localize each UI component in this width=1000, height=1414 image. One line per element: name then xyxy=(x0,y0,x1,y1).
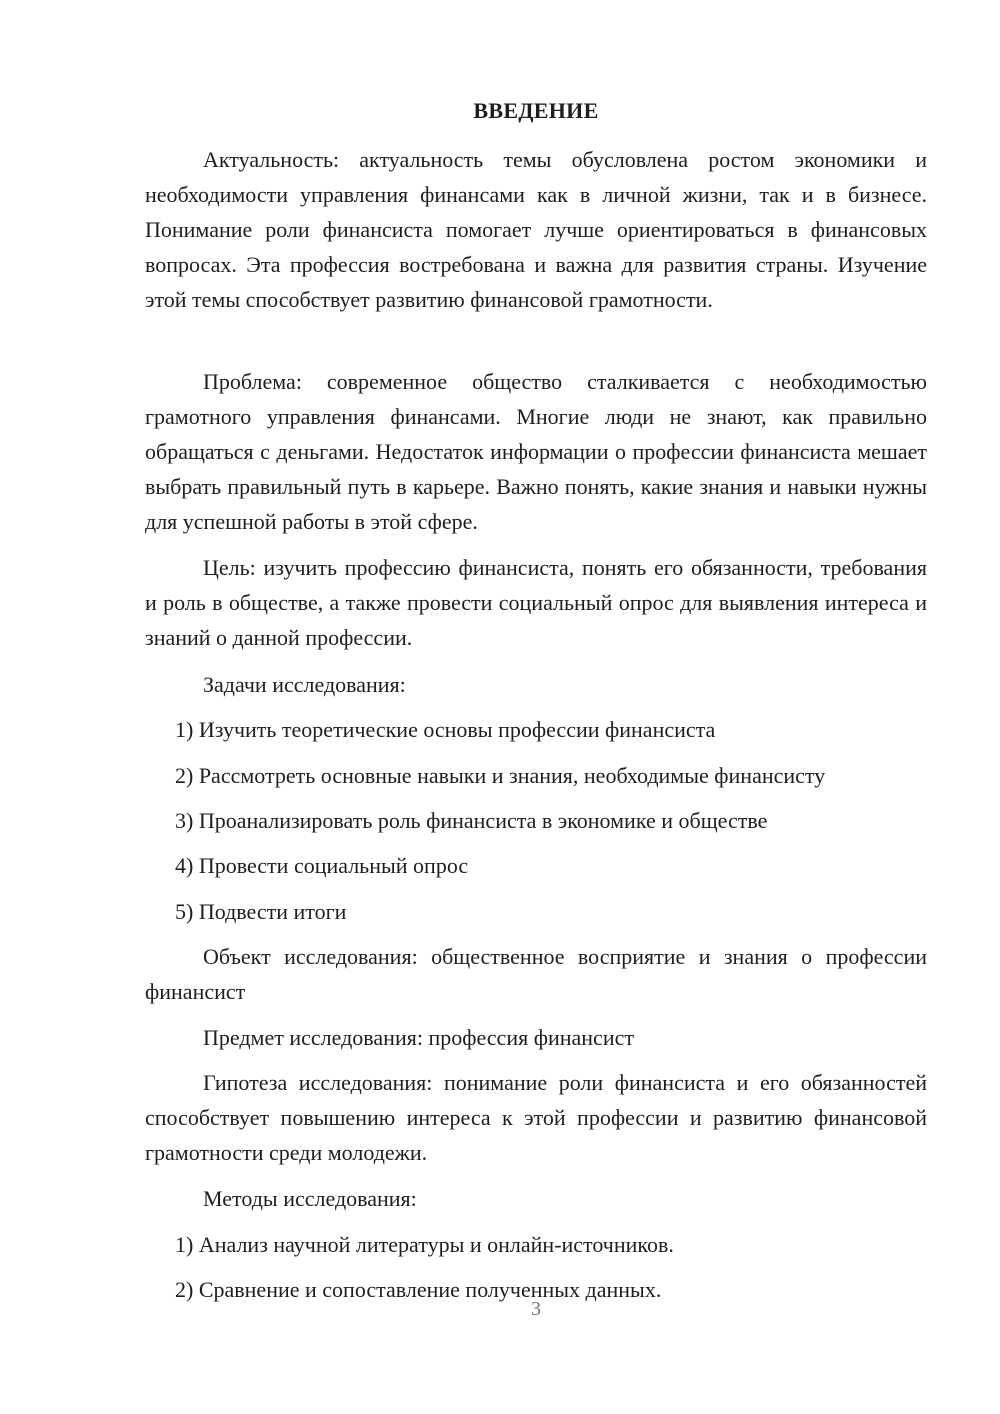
subject-line: Предмет исследования: профессия финансист xyxy=(203,1025,634,1050)
goal-paragraph: Цель: изучить профессию финансиста, понять его обязанности, требования и роль в обществе, а также провести социальный опрос для выявления интереса и знаний о данной профессии. xyxy=(145,555,927,650)
task-item: 4) Провести социальный опрос xyxy=(175,853,469,878)
relevance-paragraph: Актуальность: актуальность темы обусловлена ростом экономики и необходимости управления финансами как в личной жизни, так и в бизнесе. Понимание роли финансиста помогает лучше ориентироваться в финансовых вопросах. Эта профессия востребована и важна для развития страны. Изучение этой темы способствует развитию финансовой грамотности. xyxy=(145,147,927,312)
page-number: 3 xyxy=(531,1298,541,1320)
task-item: 1) Изучить теоретические основы профессии финансиста xyxy=(175,717,716,742)
method-item: 2) Сравнение и сопоставление полученных данных. xyxy=(175,1277,662,1302)
section-title: ВВЕДЕНИЕ xyxy=(473,98,599,123)
task-item: 3) Проанализировать роль финансиста в экономике и обществе xyxy=(175,808,768,833)
problem-paragraph: Проблема: современное общество сталкивается с необходимостью грамотного управления финансами. Многие люди не знают, как правильно обращаться с деньгами. Недостаток информации о профессии финансиста мешает выбрать правильный путь в карьере. Важно понять, какие знания и навыки нужны для успешной работы в этой сфере. xyxy=(145,369,927,534)
task-item: 2) Рассмотреть основные навыки и знания, необходимые финансисту xyxy=(175,763,826,788)
tasks-heading: Задачи исследования: xyxy=(203,672,406,697)
methods-heading: Методы исследования: xyxy=(203,1186,417,1211)
method-item: 1) Анализ научной литературы и онлайн-источников. xyxy=(175,1232,674,1257)
task-item: 5) Подвести итоги xyxy=(175,899,347,924)
hypothesis-paragraph: Гипотеза исследования: понимание роли финансиста и его обязанностей способствует повышению интереса к этой профессии и развитию финансовой грамотности среди молодежи. xyxy=(145,1070,927,1165)
object-paragraph: Объект исследования: общественное восприятие и знания о профессии финансист xyxy=(145,944,927,1004)
